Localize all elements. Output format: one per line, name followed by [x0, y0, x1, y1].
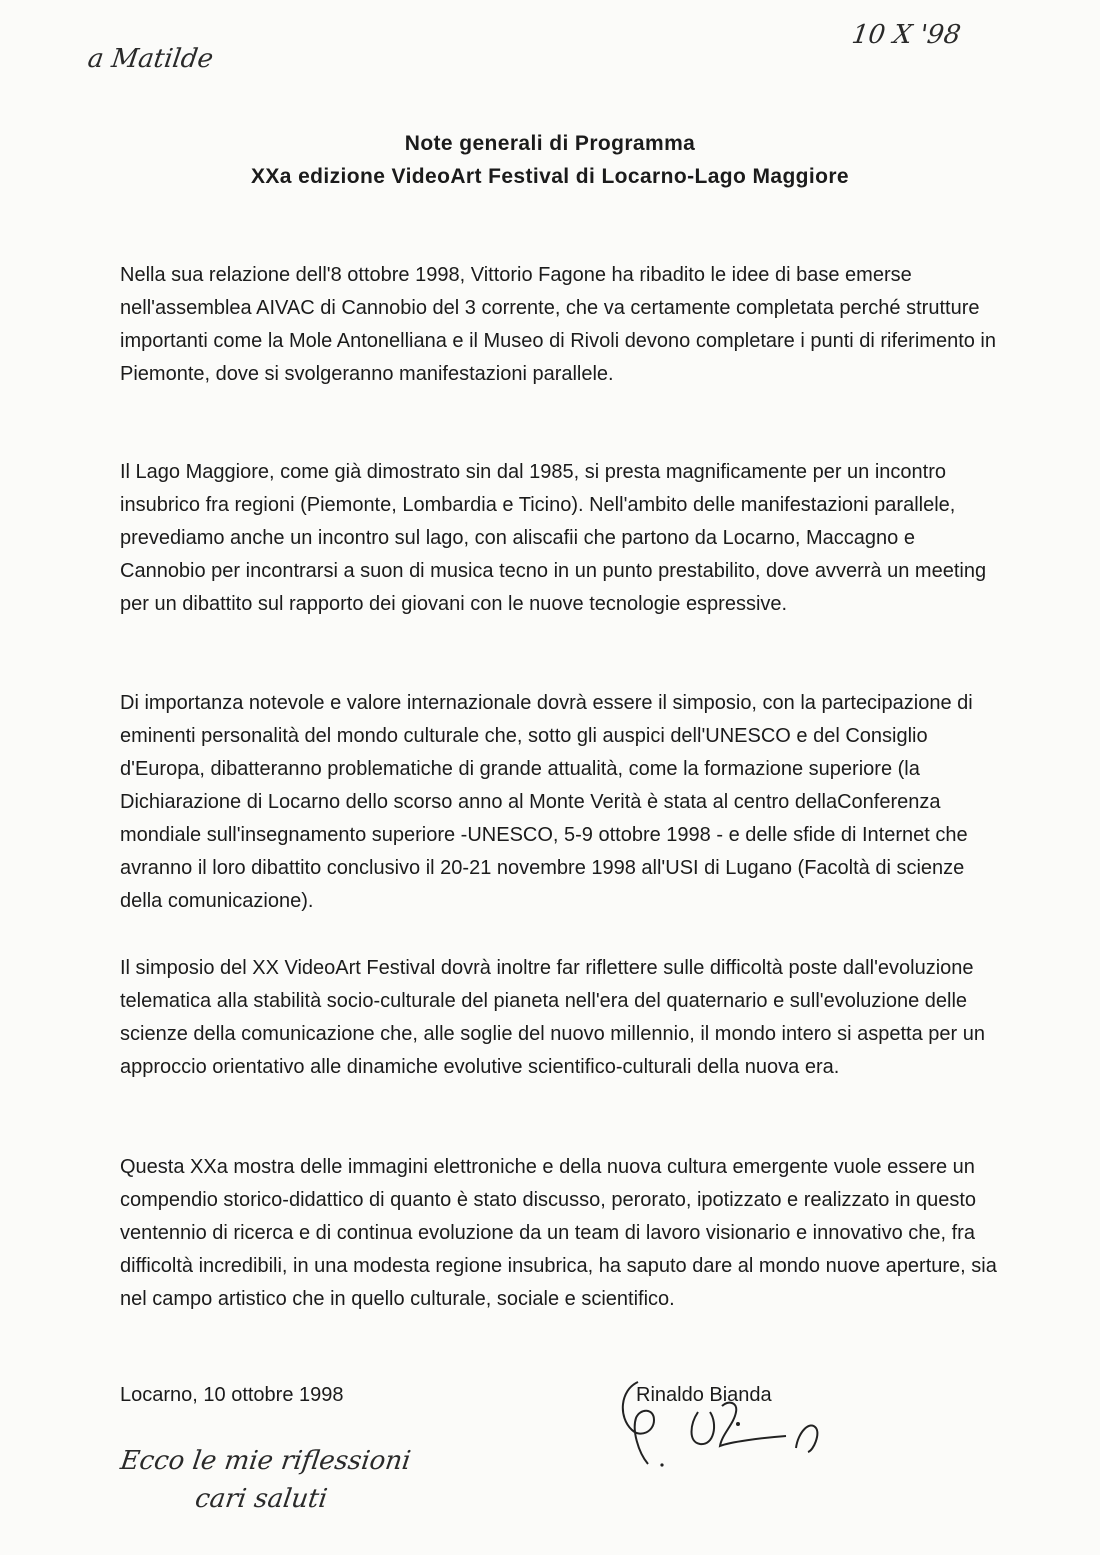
- paragraph-5: Questa XXa mostra delle immagini elettroniche e della nuova cultura emergente vuole essere un compendio storico-didattico di quanto è stato discusso, perorato, ipotizzato e realizzato in questo ventennio di ricerca e di continua evoluzione da un team di lavoro visionario e innovativo che, fra difficoltà incredibili, in una modesta regione insubrica, ha saputo dare al mondo nuove aperture, sia nel campo artistico che in quello culturale, sociale e scientifico.: [120, 1156, 997, 1310]
- handwritten-date: 10 X '98: [849, 20, 963, 50]
- handwritten-note-line: cari saluti: [193, 1484, 330, 1514]
- document-title: Note generali di Programma: [404, 132, 696, 155]
- paragraph-4: Il simposio del XX VideoArt Festival dovrà inoltre far riflettere sulle difficoltà poste dall'evoluzione telematica alla stabilità socio-culturale del pianeta nell'era del quaternario e sull'evoluzione delle scienze della comunicazione che, alle soglie del nuovo millennio, il mondo intero si aspetta per un approccio orientativo alle dinamiche evolutive scientifico-culturali della nuova era.: [120, 957, 985, 1078]
- paragraph-2: Il Lago Maggiore, come già dimostrato sin dal 1985, si presta magnificamente per un incontro insubrico fra regioni (Piemonte, Lombardia e Ticino). Nell'ambito delle manifestazioni parallele, prevediamo anche un incontro sul lago, con aliscafii che partono da Locarno, Maccagno e Cannobio per incontrarsi a suon di musica tecno in un punto prestabilito, dove avverrà un meeting per un dibattito sul rapporto dei giovani con le nuove tecnologie espressive.: [120, 461, 987, 615]
- handwritten-note: [113, 1442, 413, 1518]
- document-subtitle: XXa edizione VideoArt Festival di Locarno-Lago Maggiore: [250, 165, 850, 188]
- handwritten-note-line: Ecco le mie riflessioni: [118, 1446, 413, 1476]
- paragraph-1: Nella sua relazione dell'8 ottobre 1998, Vittorio Fagone ha ribadito le idee di base emerse nell'assemblea AIVAC di Cannobio del 3 corrente, che va certamente completata perché strutture importanti come la Mole Antonelliana e il Museo di Rivoli devono completare i punti di riferimento in Piemonte, dove si svolgeranno manifestazioni parallele.: [120, 264, 996, 385]
- place-date: Locarno, 10 ottobre 1998: [120, 1384, 344, 1406]
- signatory-name: Rinaldo Bianda: [636, 1384, 772, 1406]
- paragraph-3: Di importanza notevole e valore internazionale dovrà essere il simposio, con la partecipazione di eminenti personalità del mondo culturale che, sotto gli auspici dell'UNESCO e del Consiglio d'Europa, dibatteranno problematiche di grande attualità, come la formazione superiore (la Dichiarazione di Locarno dello scorso anno al Monte Verità è stata al centro dellaConferenza mondiale sull'insegnamento superiore -UNESCO, 5-9 ottobre 1998 - e delle sfide di Internet che avranno il loro dibattito conclusivo il 20-21 novembre 1998 all'USI di Lugano (Facoltà di scienze della comunicazione).: [120, 692, 973, 912]
- handwritten-dedication: a Matilde: [85, 44, 216, 74]
